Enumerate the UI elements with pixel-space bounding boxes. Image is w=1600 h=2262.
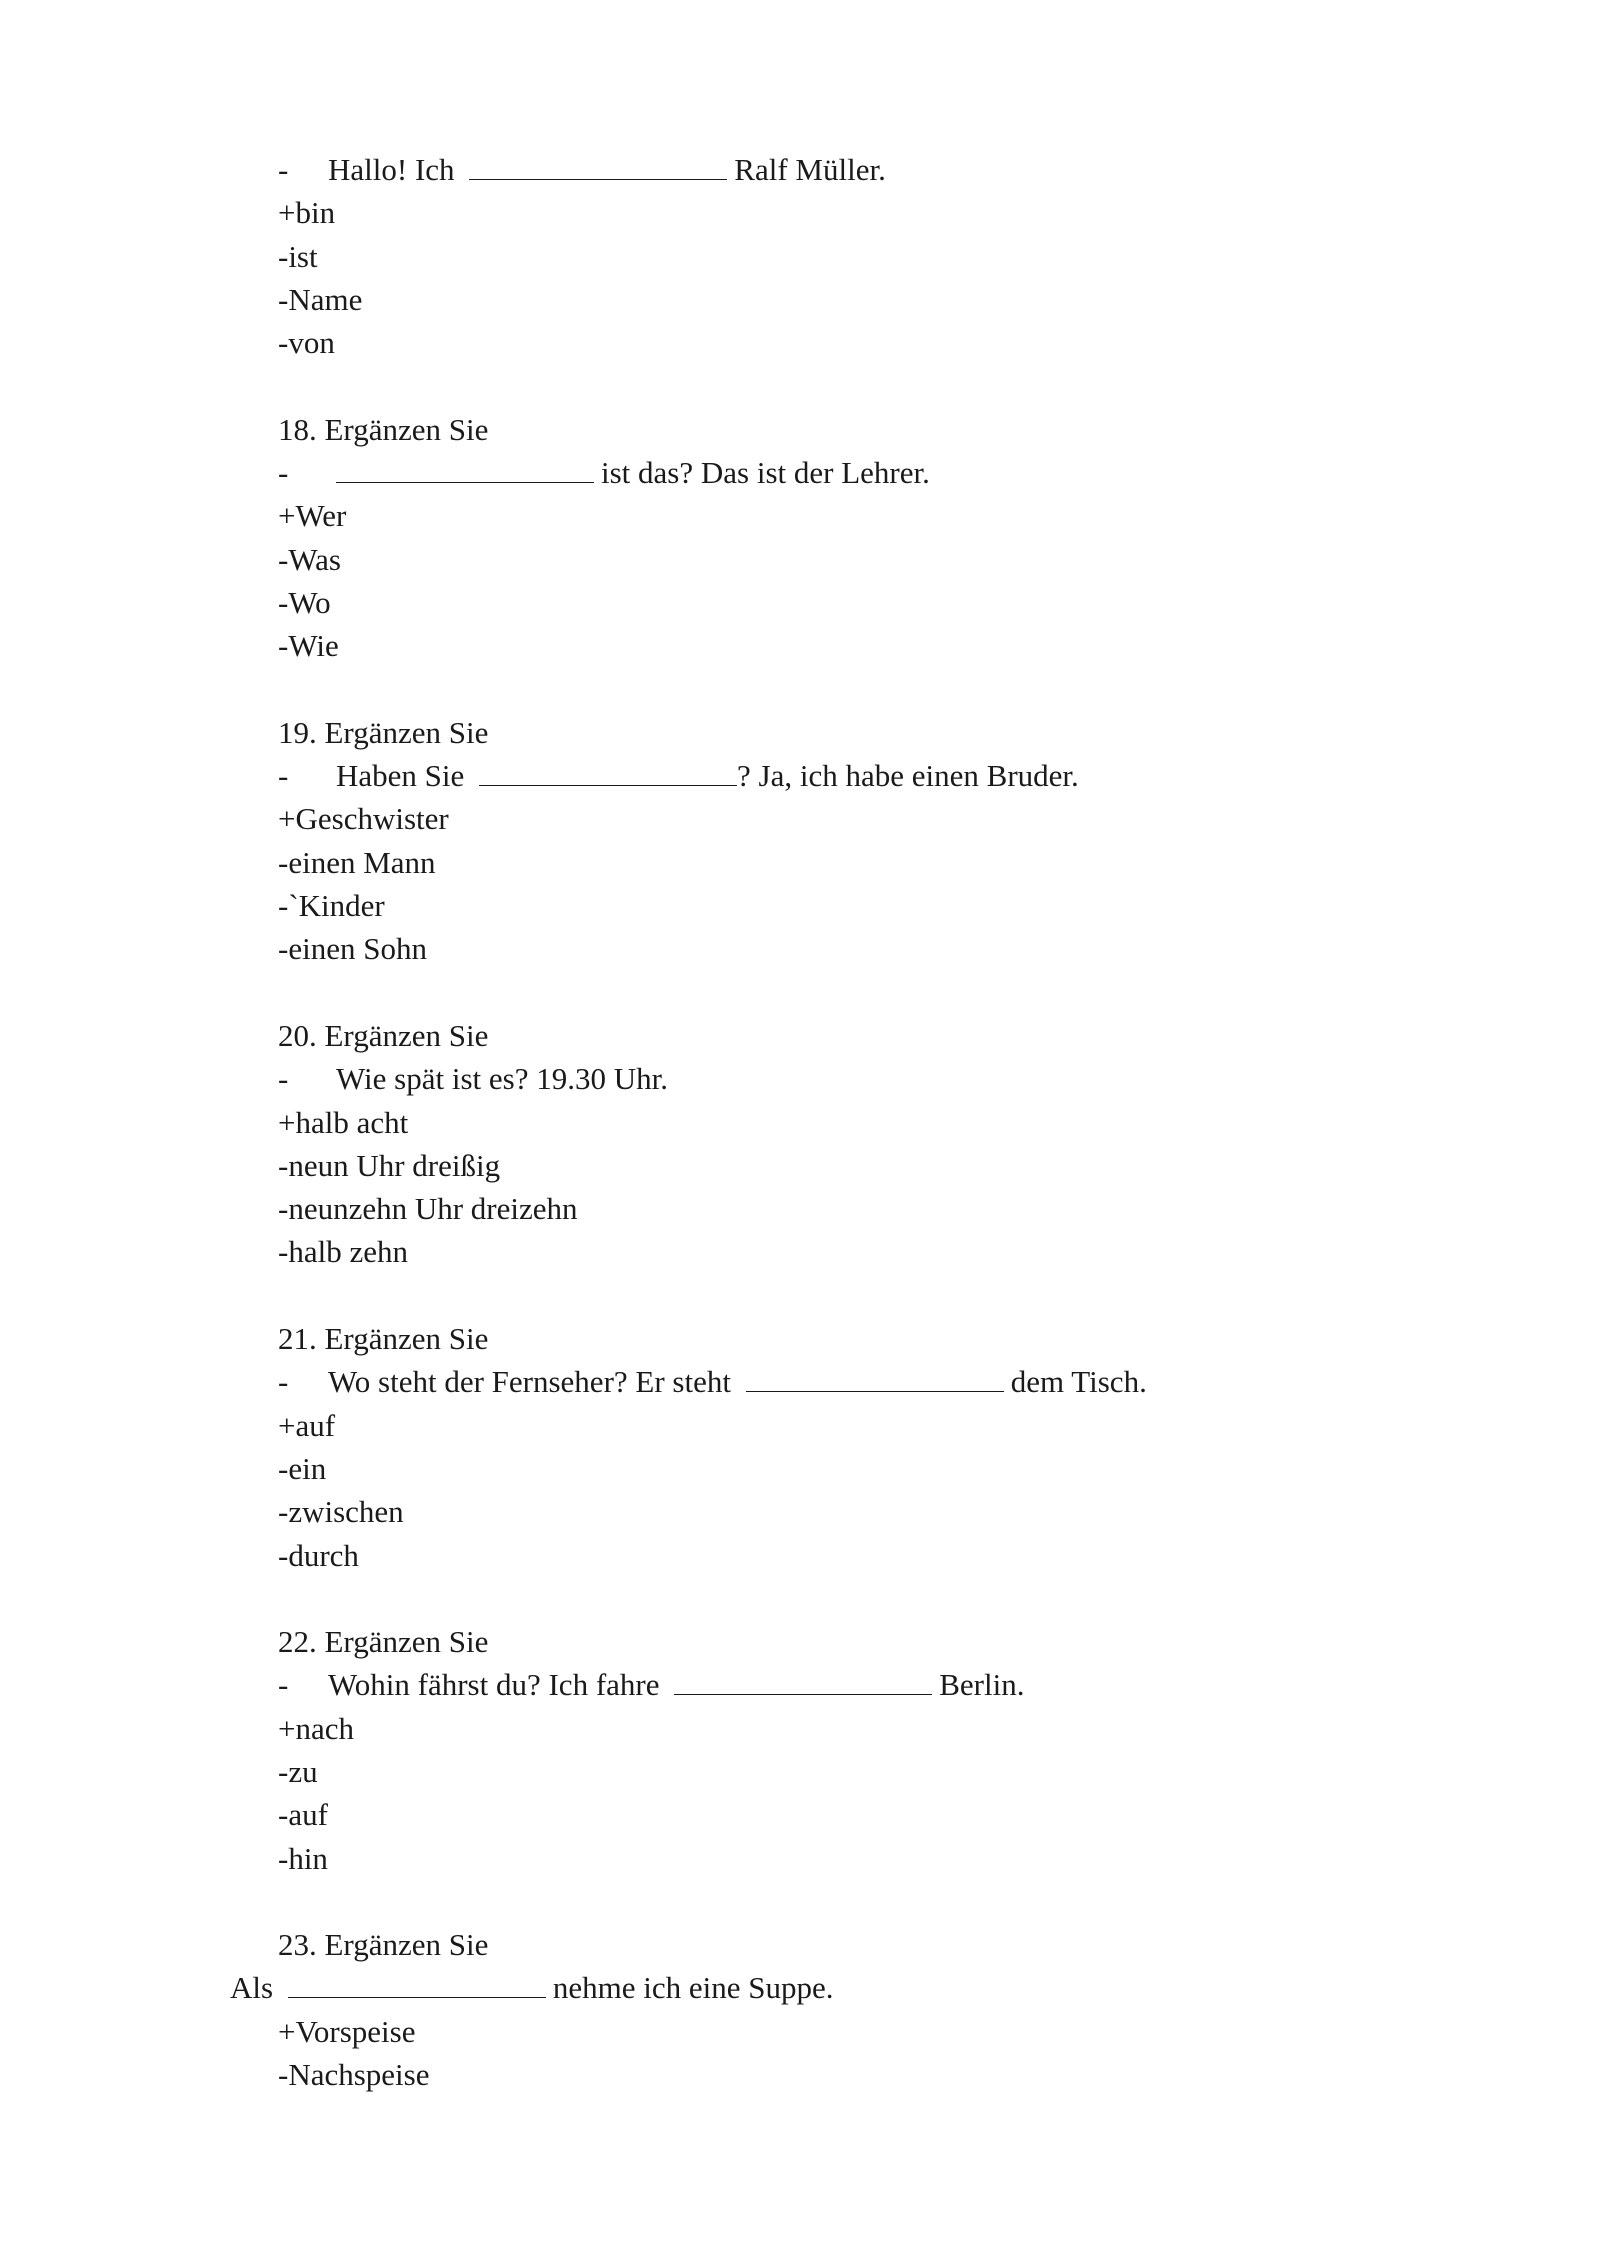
answer-option: -zu bbox=[278, 1753, 318, 1789]
answer-option: -ein bbox=[278, 1450, 327, 1486]
question-text-after: nehme ich eine Suppe. bbox=[552, 1970, 834, 2006]
spacer bbox=[278, 668, 1378, 711]
question-text-before: Haben Sie bbox=[336, 758, 465, 794]
dash-marker: - bbox=[278, 152, 289, 187]
answer-option: -durch bbox=[278, 1537, 359, 1573]
answer-option: +Vorspeise bbox=[278, 2013, 416, 2049]
exercise-heading: 23. Ergänzen Sie bbox=[278, 1927, 489, 1963]
question-line bbox=[230, 1966, 1378, 2009]
question-text-before: Als bbox=[230, 1970, 274, 2006]
question-text-before: Wo steht der Fernseher? Er steht bbox=[328, 1364, 731, 1400]
exercise-heading: 22. Ergänzen Sie bbox=[278, 1624, 489, 1660]
dash-marker: - bbox=[278, 1061, 289, 1097]
question-text: Wie spät ist es? 19.30 Uhr. bbox=[336, 1061, 668, 1097]
dash-marker: - bbox=[278, 1667, 289, 1703]
answer-option: -auf bbox=[278, 1797, 328, 1833]
question-text-after: ? Ja, ich habe einen Bruder. bbox=[737, 758, 1079, 794]
answer-option: -Nachspeise bbox=[278, 2057, 430, 2093]
answer-option: -einen Sohn bbox=[278, 931, 427, 967]
answer-option: -neun Uhr dreißig bbox=[278, 1147, 501, 1183]
answer-option: -neunzehn Uhr dreizehn bbox=[278, 1191, 578, 1227]
exercise-heading: 21. Ergänzen Sie bbox=[278, 1321, 489, 1357]
exercise-block bbox=[230, 1923, 1378, 2096]
answer-blank[interactable] bbox=[336, 455, 594, 483]
spacer bbox=[278, 1880, 1378, 1923]
exercise-heading: 18. Ergänzen Sie bbox=[278, 411, 489, 447]
answer-blank[interactable] bbox=[674, 1667, 932, 1695]
answer-option: -Wo bbox=[278, 584, 331, 620]
answer-option: -Name bbox=[278, 281, 363, 317]
question-text-before: Wohin fährst du? Ich fahre bbox=[328, 1667, 660, 1703]
answer-blank[interactable] bbox=[288, 1970, 546, 1998]
question-text-before: Hallo! Ich bbox=[328, 152, 455, 187]
answer-option: +halb acht bbox=[278, 1104, 409, 1140]
spacer bbox=[278, 1577, 1378, 1620]
answer-option: -ist bbox=[278, 238, 318, 274]
dash-marker: - bbox=[278, 1364, 289, 1400]
answer-option: +nach bbox=[278, 1710, 355, 1746]
question-line bbox=[278, 754, 1378, 797]
question-line bbox=[278, 1360, 1378, 1403]
question-text-after: Ralf Müller. bbox=[734, 152, 886, 187]
question-line bbox=[278, 451, 1378, 494]
exercise-block bbox=[278, 408, 1378, 668]
answer-blank[interactable] bbox=[746, 1364, 1004, 1392]
question-text-after: ist das? Das ist der Lehrer. bbox=[601, 455, 930, 491]
exercise-block bbox=[278, 711, 1378, 971]
answer-option: -`Kinder bbox=[278, 888, 385, 924]
question-text-after: dem Tisch. bbox=[1010, 1364, 1147, 1400]
exercise-heading: 19. Ergänzen Sie bbox=[278, 714, 489, 750]
exercise-block bbox=[278, 148, 1378, 364]
exercise-block bbox=[278, 1317, 1378, 1577]
dash-marker: - bbox=[278, 455, 289, 491]
spacer bbox=[278, 1274, 1378, 1317]
question-line bbox=[278, 148, 1378, 191]
exercise-heading: 20. Ergänzen Sie bbox=[278, 1017, 489, 1053]
question-line bbox=[278, 1057, 1378, 1100]
exercise-block bbox=[278, 1620, 1378, 1880]
answer-option: -Wie bbox=[278, 628, 339, 664]
answer-blank[interactable] bbox=[469, 152, 727, 180]
answer-option: -einen Mann bbox=[278, 844, 436, 880]
exercise-block bbox=[278, 1014, 1378, 1274]
answer-option: -zwischen bbox=[278, 1494, 404, 1530]
answer-option: +Geschwister bbox=[278, 801, 449, 837]
answer-option: -von bbox=[278, 325, 335, 361]
answer-option: -Was bbox=[278, 541, 341, 577]
answer-option: -halb zehn bbox=[278, 1234, 408, 1270]
question-text-after: Berlin. bbox=[939, 1667, 1025, 1703]
exercise-list bbox=[230, 148, 1378, 2096]
spacer bbox=[278, 971, 1378, 1014]
answer-option: +bin bbox=[278, 195, 336, 231]
answer-blank[interactable] bbox=[479, 758, 737, 786]
answer-option: +Wer bbox=[278, 498, 347, 534]
question-line bbox=[278, 1663, 1378, 1706]
spacer bbox=[278, 364, 1378, 407]
answer-option: -hin bbox=[278, 1840, 328, 1876]
answer-option: +auf bbox=[278, 1407, 336, 1443]
dash-marker: - bbox=[278, 758, 289, 794]
